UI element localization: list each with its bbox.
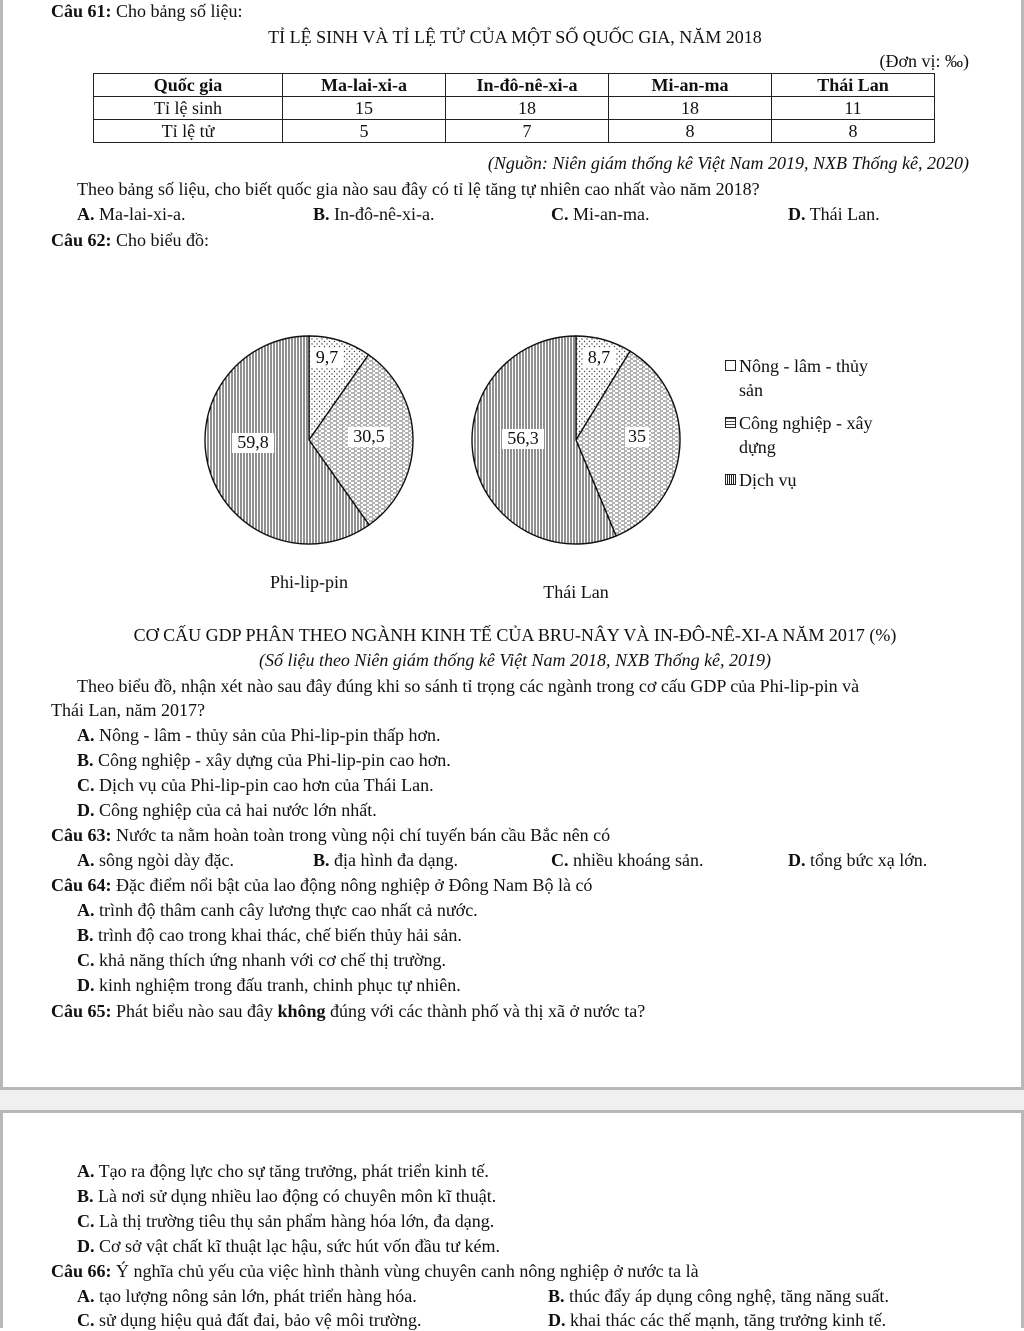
q62-question-line-2: Thái Lan, năm 2017? <box>51 700 205 720</box>
q65-option-a[interactable] <box>77 1160 489 1182</box>
option-letter: A. <box>77 900 95 920</box>
table-cell: 11 <box>772 97 935 120</box>
q65-heading <box>51 1000 645 1022</box>
table-cell: 8 <box>609 120 772 143</box>
q62-option-a[interactable] <box>77 724 440 746</box>
table-header-cell: Thái Lan <box>772 74 935 97</box>
option-text: Nông - lâm - thủy sản của Phi-lip-pin thấp hơn. <box>94 725 441 745</box>
option-letter: D. <box>788 204 806 224</box>
q61-option-b[interactable] <box>313 203 434 225</box>
option-letter: A. <box>77 725 95 745</box>
q63-heading <box>51 824 610 846</box>
option-text: khai thác các thế mạnh, tăng trưởng kinh tế. <box>565 1310 887 1330</box>
table-cell: 5 <box>283 120 446 143</box>
option-letter: C. <box>551 850 569 870</box>
q65-question-emphasis: không <box>277 1001 326 1021</box>
option-letter: C. <box>77 1310 95 1330</box>
legend-label-cont: dựng <box>739 437 776 457</box>
q62-option-b[interactable] <box>77 749 451 771</box>
option-text: nhiều khoáng sản. <box>568 850 704 870</box>
q65-question-part-2: đúng với các thành phố và thị xã ở nước ta? <box>325 1001 646 1021</box>
pie-data-label: 8,7 <box>587 347 611 367</box>
option-text: sử dụng hiệu quả đất đai, bảo vệ môi trường. <box>94 1310 422 1330</box>
pie-data-label: 56,3 <box>507 428 539 448</box>
exam-page-2 <box>0 1110 1024 1328</box>
q61-intro: Cho bảng số liệu: <box>111 1 243 21</box>
q61-unit: (Đơn vị: ‰) <box>879 51 969 71</box>
pie-data-label: 59,8 <box>237 432 269 452</box>
pie-data-label: 9,7 <box>315 347 339 367</box>
legend-label-cont: sản <box>739 380 763 400</box>
table-header-cell: Quốc gia <box>94 74 283 97</box>
q64-option-a[interactable] <box>77 899 478 921</box>
option-letter: A. <box>77 1161 95 1181</box>
q63-question: Nước ta nằm hoàn toàn trong vùng nội chí tuyến bán cầu Bắc nên có <box>111 825 611 845</box>
q64-option-d[interactable] <box>77 974 461 996</box>
legend-swatch <box>725 474 736 485</box>
legend-swatch <box>725 360 736 371</box>
q61-question: Theo bảng số liệu, cho biết quốc gia nào sau đây có tỉ lệ tăng tự nhiên cao nhất vào năm 2018? <box>77 179 760 199</box>
q64-number: Câu 64: <box>51 875 112 895</box>
option-letter: B. <box>313 204 330 224</box>
q65-option-b[interactable] <box>77 1185 496 1207</box>
gdp-pie-charts <box>3 300 1024 620</box>
legend-label: Công nghiệp - xây <box>739 413 873 433</box>
option-text: tạo lượng nông sản lớn, phát triển hàng hóa. <box>94 1286 417 1306</box>
q61-source: (Nguồn: Niên giám thống kê Việt Nam 2019, NXB Thống kê, 2020) <box>487 153 969 173</box>
legend-item-services <box>725 468 797 492</box>
pie-data-label: 30,5 <box>353 426 385 446</box>
table-header-cell: Mi-an-ma <box>609 74 772 97</box>
option-letter: A. <box>77 850 95 870</box>
q61-number: Câu 61: <box>51 1 112 21</box>
option-text: trình độ cao trong khai thác, chế biến thủy hải sản. <box>93 925 462 945</box>
q61-heading <box>51 0 243 22</box>
option-letter: C. <box>77 775 95 795</box>
option-text: khả năng thích ứng nhanh với cơ chế thị trường. <box>94 950 446 970</box>
q61-data-table <box>93 73 935 143</box>
option-text: Ma-lai-xi-a. <box>94 204 186 224</box>
pie-title-thailand: Thái Lan <box>543 582 609 602</box>
q63-option-d[interactable] <box>788 849 927 871</box>
option-letter: B. <box>77 750 94 770</box>
option-text: Thái Lan. <box>805 204 880 224</box>
option-letter: D. <box>548 1310 566 1330</box>
q66-heading <box>51 1260 699 1282</box>
q62-intro: Cho biểu đồ: <box>111 230 210 250</box>
q65-option-c[interactable] <box>77 1210 494 1232</box>
legend-item-industry <box>725 411 872 459</box>
table-cell: 7 <box>446 120 609 143</box>
q64-option-c[interactable] <box>77 949 446 971</box>
q62-option-d[interactable] <box>77 799 377 821</box>
option-text: Dịch vụ của Phi-lip-pin cao hơn của Thái Lan. <box>94 775 434 795</box>
option-letter: A. <box>77 1286 95 1306</box>
pie-data-label: 35 <box>628 426 646 446</box>
q61-option-a[interactable] <box>77 203 185 225</box>
option-letter: B. <box>548 1286 565 1306</box>
table-row <box>94 97 935 120</box>
q66-option-a[interactable] <box>77 1285 417 1307</box>
q62-option-c[interactable] <box>77 774 434 796</box>
option-letter: D. <box>77 975 95 995</box>
option-letter: B. <box>77 1186 94 1206</box>
table-cell: 8 <box>772 120 935 143</box>
table-cell: Tỉ lệ tử <box>94 120 283 143</box>
table-row <box>94 120 935 143</box>
option-letter: C. <box>77 1211 95 1231</box>
table-cell: Tỉ lệ sinh <box>94 97 283 120</box>
option-letter: D. <box>77 800 95 820</box>
q63-option-c[interactable] <box>551 849 703 871</box>
q63-option-a[interactable] <box>77 849 234 871</box>
q61-option-d[interactable] <box>788 203 880 225</box>
q64-option-b[interactable] <box>77 924 462 946</box>
legend-swatch <box>725 417 736 428</box>
table-header-row <box>94 74 935 97</box>
option-text: địa hình đa dạng. <box>329 850 458 870</box>
q65-number: Câu 65: <box>51 1001 112 1021</box>
pie-title-philippines: Phi-lip-pin <box>269 572 349 592</box>
option-text: thúc đẩy áp dụng công nghệ, tăng năng suất. <box>564 1286 889 1306</box>
q66-option-b[interactable] <box>548 1285 889 1307</box>
table-header-cell: Ma-lai-xi-a <box>283 74 446 97</box>
q62-heading <box>51 229 209 251</box>
table-cell: 15 <box>283 97 446 120</box>
option-text: Cơ sở vật chất kĩ thuật lạc hậu, sức hút vốn đầu tư kém. <box>94 1236 500 1256</box>
option-text: In-đô-nê-xi-a. <box>329 204 435 224</box>
q65-question-part-1: Phát biểu nào sau đây <box>111 1001 278 1021</box>
legend-label: Dịch vụ <box>739 470 797 490</box>
page-gap <box>0 1090 1024 1110</box>
q64-question: Đặc điểm nổi bật của lao động nông nghiệp ở Đông Nam Bộ là có <box>111 875 593 895</box>
q64-heading <box>51 874 592 896</box>
table-cell: 18 <box>446 97 609 120</box>
option-letter: A. <box>77 204 95 224</box>
option-letter: B. <box>313 850 330 870</box>
table-header-cell: In-đô-nê-xi-a <box>446 74 609 97</box>
option-text: trình độ thâm canh cây lương thực cao nhất cả nước. <box>94 900 478 920</box>
option-text: Công nghiệp - xây dựng của Phi-lip-pin cao hơn. <box>93 750 451 770</box>
option-letter: D. <box>788 850 806 870</box>
q61-option-c[interactable] <box>551 203 649 225</box>
option-text: sông ngòi dày đặc. <box>94 850 234 870</box>
q66-number: Câu 66: <box>51 1261 112 1281</box>
legend-label: Nông - lâm - thủy <box>739 356 868 376</box>
table-cell: 18 <box>609 97 772 120</box>
option-text: Là nơi sử dụng nhiều lao động có chuyên môn kĩ thuật. <box>93 1186 497 1206</box>
option-text: kinh nghiệm trong đấu tranh, chinh phục tự nhiên. <box>94 975 461 995</box>
q62-question-line-1: Theo biểu đồ, nhận xét nào sau đây đúng khi so sánh tỉ trọng các ngành trong cơ cấu GDP của Phi-lip-pin và <box>77 676 860 696</box>
option-text: Tạo ra động lực cho sự tăng trưởng, phát triển kinh tế. <box>94 1161 489 1181</box>
q66-question: Ý nghĩa chủ yếu của việc hình thành vùng chuyên canh nông nghiệp ở nước ta là <box>111 1261 699 1281</box>
option-text: Là thị trường tiêu thụ sản phẩm hàng hóa lớn, đa dạng. <box>94 1211 495 1231</box>
q62-chart-title: CƠ CẤU GDP PHÂN THEO NGÀNH KINH TẾ CỦA BRU-NÂY VÀ IN-ĐÔ-NÊ-XI-A NĂM 2017 (%) <box>133 625 897 645</box>
option-text: Mi-an-ma. <box>568 204 650 224</box>
legend-item-agriculture <box>725 354 868 402</box>
q65-option-d[interactable] <box>77 1235 500 1257</box>
q61-table-title: TỈ LỆ SINH VÀ TỈ LỆ TỬ CỦA MỘT SỐ QUỐC GIA, NĂM 2018 <box>268 27 762 47</box>
q62-chart-source: (Số liệu theo Niên giám thống kê Việt Nam 2018, NXB Thống kê, 2019) <box>258 650 772 670</box>
q63-number: Câu 63: <box>51 825 112 845</box>
option-letter: C. <box>77 950 95 970</box>
q62-number: Câu 62: <box>51 230 112 250</box>
option-letter: D. <box>77 1236 95 1256</box>
option-text: Công nghiệp của cả hai nước lớn nhất. <box>94 800 377 820</box>
option-letter: C. <box>551 204 569 224</box>
q63-option-b[interactable] <box>313 849 458 871</box>
option-letter: B. <box>77 925 94 945</box>
option-text: tổng bức xạ lớn. <box>805 850 928 870</box>
